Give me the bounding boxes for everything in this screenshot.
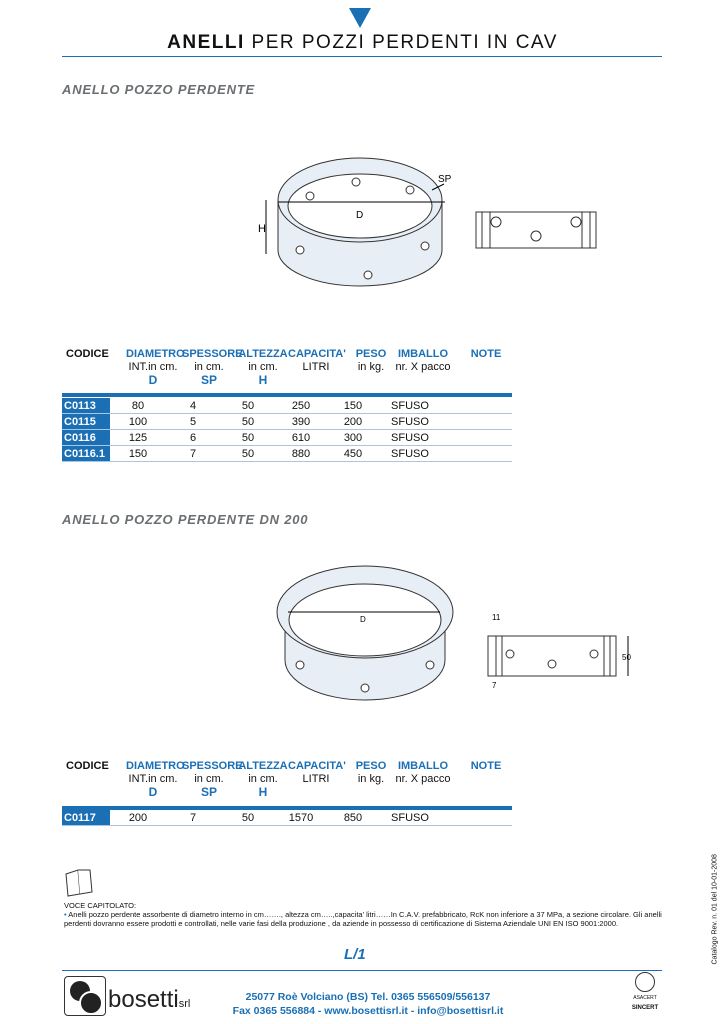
page-label: L/1 (344, 946, 366, 963)
table-row: C0116.1 150 7 50 880 450 SFUSO (62, 446, 512, 462)
book-icon (62, 868, 98, 898)
table1 (62, 398, 512, 462)
section1-title: ANELLO POZZO PERDENTE (62, 82, 256, 97)
fax-line: Fax 0365 556884 - www.bosettisrl.it - info@bosettisrl.it (232, 1005, 504, 1017)
page-title: ANELLI PER POZZI PERDENTI IN CAV (167, 32, 558, 53)
voce-title: VOCE CAPITOLATO: (64, 901, 137, 910)
table2 (62, 810, 512, 826)
header-divider (62, 56, 662, 57)
brand-name: bosettisrl (108, 986, 191, 1013)
label-d2: D (360, 615, 366, 624)
ring-drawing-1 (260, 150, 600, 300)
table-row: C0113 80 4 50 250 150 SFUSO (62, 398, 512, 414)
label-11: 11 (492, 613, 501, 622)
table-row: C0116 125 6 50 610 300 SFUSO (62, 430, 512, 446)
table-row: C0117 200 7 50 1570 850 SFUSO (62, 810, 512, 826)
table-row: C0115 100 5 50 390 200 SFUSO (62, 414, 512, 430)
label-h: H (258, 223, 266, 235)
section2-title: ANELLO POZZO PERDENTE DN 200 (62, 512, 309, 527)
certification-logo: ASACERT SINCERT (628, 972, 662, 1016)
voce-text: • Anelli pozzo perdente assorbente di diametro interno in cm……., altezza cm…..,capacita' litri……In C.A.V. prefabbricato, RcK non inferiore a 37 MPa, a sezione circolare. Gli anelli perdenti dovranno essere prodotti e controllati, nelle varie fasi della produzione , da aziende in possesso di certificazione di Sistema Aziendale UNI EN ISO 9001:2000. (64, 910, 662, 928)
address-line: 25077 Roè Volciano (BS) Tel. 0365 556509/556137 (245, 991, 491, 1003)
footer-divider (62, 970, 662, 971)
header-arrow-icon (349, 8, 371, 28)
brand-logo-icon (64, 976, 106, 1016)
table1-bar (62, 393, 512, 397)
table2-header: CODICE DIAMETRO INT.in cm. D SPESSORE in cm. SP ALTEZZA in cm. H CAPACITA' LITRI PESO in kg. IMBALLO nr. X pacco NOTE (66, 760, 502, 799)
ring-drawing-2 (270, 560, 640, 710)
label-7: 7 (492, 681, 497, 690)
label-d: D (356, 210, 364, 221)
table1-header: CODICE DIAMETRO INT.in cm. D SPESSORE in cm. SP ALTEZZA in cm. H CAPACITA' LITRI PESO in kg. IMBALLO nr. X pacco NOTE (66, 348, 502, 387)
label-50: 50 (622, 653, 631, 662)
label-sp: SP (438, 174, 452, 185)
side-note: Catalogo Rev. n. 01 del 10-01-2008 (711, 854, 719, 965)
